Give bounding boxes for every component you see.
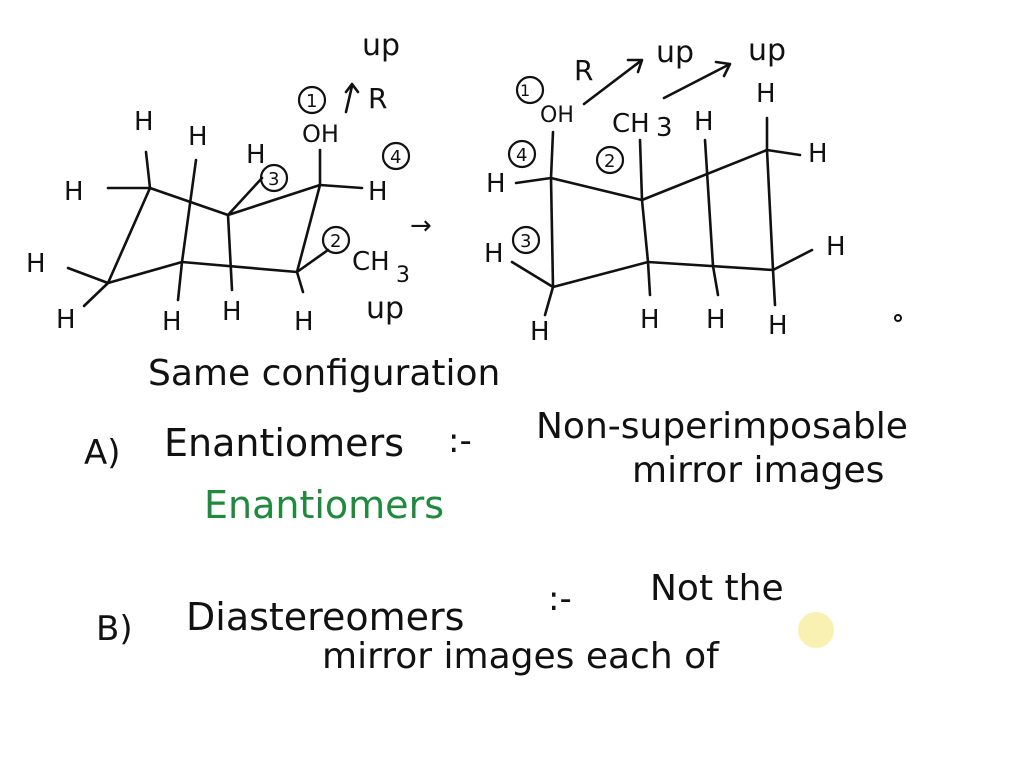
a-definition-line1: Non-superimposable	[536, 406, 908, 447]
right-bond	[516, 178, 551, 183]
left-bond	[297, 272, 303, 292]
left-bond	[182, 160, 196, 262]
right-up-label-2: up	[748, 33, 787, 68]
a-separator: :-	[448, 421, 472, 461]
right-atom-h: H	[756, 79, 776, 109]
right-priority-circle	[517, 77, 543, 103]
a-green-term: Enantiomers	[204, 483, 444, 527]
right-bond	[545, 287, 553, 315]
left-oh-label: OH	[302, 120, 339, 148]
right-atom-hh: H	[768, 311, 788, 341]
svg-text:1: 1	[306, 91, 318, 112]
svg-text:2: 2	[604, 151, 616, 172]
right-atom-h: H	[486, 169, 506, 199]
right-priority-circle	[509, 141, 535, 167]
stray-dot	[895, 315, 901, 321]
right-chair-structure	[484, 33, 846, 347]
right-bond	[767, 150, 800, 155]
right-ring-bond	[553, 262, 648, 287]
left-atom-h: H	[188, 122, 208, 152]
right-ring-bond	[551, 178, 642, 200]
right-atom-h: H	[826, 232, 846, 262]
left-priority-circle	[323, 227, 349, 253]
same-configuration-note: Same configuration	[148, 353, 501, 394]
right-bond	[705, 140, 713, 266]
right-bond	[551, 132, 553, 178]
left-priority-circle	[383, 143, 409, 169]
left-reaction-arrow-icon: →	[410, 211, 432, 241]
svg-text:2: 2	[330, 231, 342, 252]
right-atom-h: H	[530, 317, 550, 347]
cursor-highlight	[798, 612, 834, 648]
svg-text:3: 3	[268, 169, 280, 190]
right-oh-label: OH	[540, 103, 574, 128]
right-atom-h: H	[706, 305, 726, 335]
left-ch3-subscript: 3	[396, 263, 410, 288]
svg-text:1: 1	[520, 81, 531, 100]
left-priority-circle	[299, 87, 325, 113]
left-ring-bond	[182, 262, 297, 272]
left-atom-h: H	[134, 107, 154, 137]
left-atom-h: H	[56, 305, 76, 335]
b-label: B)	[96, 609, 133, 649]
left-ring-bond	[108, 262, 182, 283]
b-definition-line1: Not the	[650, 568, 784, 609]
a-term: Enantiomers	[164, 421, 404, 465]
left-bond	[228, 215, 232, 290]
left-bond	[68, 268, 108, 283]
notes	[84, 353, 908, 677]
svg-text:4: 4	[516, 145, 528, 166]
right-bond	[642, 200, 648, 262]
right-ring-bond	[642, 150, 767, 200]
left-bond	[146, 152, 150, 188]
a-definition-line2: mirror images	[632, 450, 885, 491]
left-arrow-up-icon	[346, 84, 358, 112]
right-ring-bond	[767, 150, 773, 270]
right-up-label-1: up	[656, 35, 695, 70]
left-atom-h: H	[162, 307, 182, 337]
right-ch3-label: CH	[612, 109, 650, 139]
right-priority-circle	[513, 227, 539, 253]
right-ch3-subscript: 3	[656, 113, 673, 143]
left-chair-structure	[26, 28, 432, 337]
left-atom-h: H	[222, 297, 242, 327]
right-atom-h: H	[484, 239, 504, 269]
left-bond	[84, 283, 108, 306]
a-label: A)	[84, 433, 121, 473]
right-ring-bond	[648, 262, 773, 270]
left-r-label: R	[368, 82, 388, 115]
right-atom-h: H	[694, 107, 714, 137]
left-atom-h: H	[64, 177, 84, 207]
left-atom-h: H	[246, 140, 266, 170]
svg-text:4: 4	[390, 147, 402, 168]
left-ch3-label: CH	[352, 247, 390, 277]
b-separator: :-	[548, 579, 572, 619]
right-bond	[640, 140, 642, 200]
right-r-label: R	[574, 54, 594, 87]
left-atom-h: H	[368, 177, 388, 207]
left-up-top: up	[362, 28, 401, 63]
left-priority-circle	[261, 165, 287, 191]
left-atom-h: H	[26, 249, 46, 279]
left-atom-h: H	[294, 307, 314, 337]
right-ring-bond	[551, 178, 553, 287]
right-atom-h: H	[640, 305, 660, 335]
right-bond	[713, 266, 718, 295]
left-bond	[320, 185, 362, 188]
right-bond	[512, 262, 553, 287]
svg-text:3: 3	[520, 231, 532, 252]
right-bond	[773, 250, 812, 270]
right-priority-circle	[597, 147, 623, 173]
b-definition-line2: mirror images each of	[322, 636, 719, 677]
right-atom-h: H	[808, 139, 828, 169]
left-ring-bond	[108, 188, 150, 283]
right-bond	[648, 262, 650, 295]
left-up-bottom: up	[366, 291, 405, 326]
b-term: Diastereomers	[186, 595, 465, 639]
right-bond	[773, 270, 775, 305]
left-bond	[178, 262, 182, 300]
